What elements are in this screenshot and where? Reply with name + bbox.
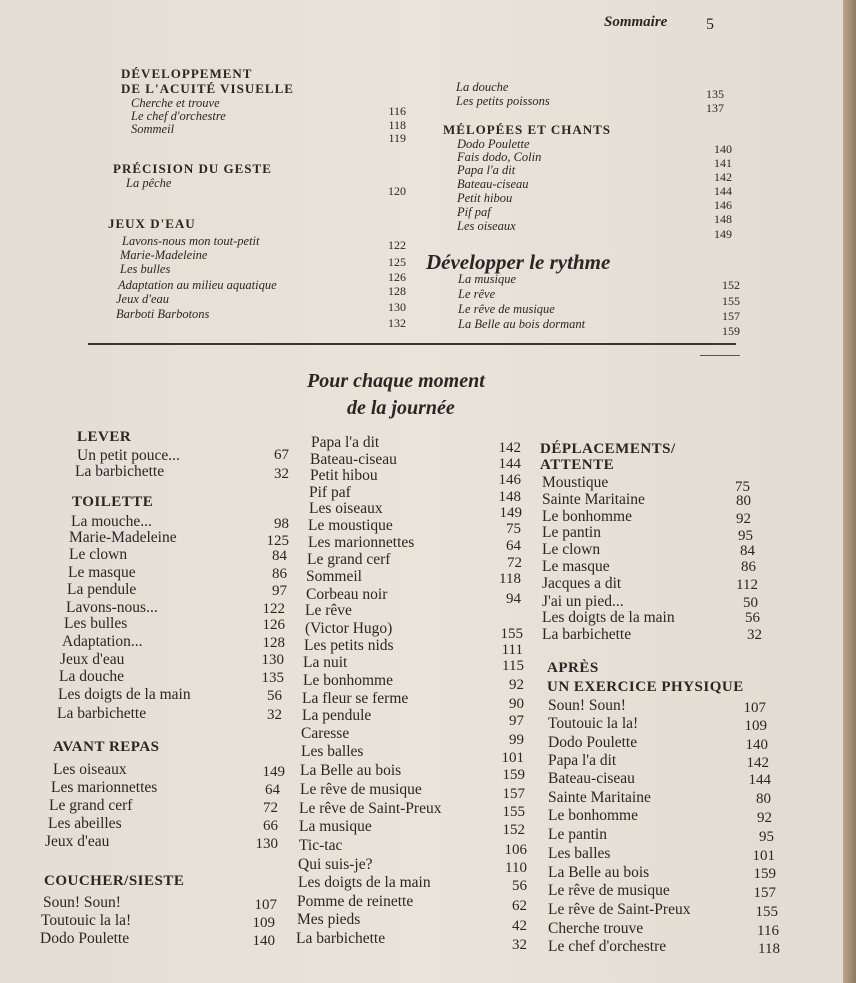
toc-entry-label: Le moustique (308, 517, 393, 534)
toc-entry-page: 32 (274, 466, 289, 482)
section-title: LEVER (77, 429, 132, 445)
toc-entry-page: 32 (267, 707, 282, 723)
toc-entry-page: 142 (746, 755, 769, 771)
toc-entry-page: 128 (262, 635, 285, 651)
toc-entry-page: 159 (502, 767, 525, 783)
section-title: DE L'ACUITÉ VISUELLE (121, 81, 294, 96)
toc-entry-label: La Belle au bois dormant (458, 317, 586, 331)
toc-entry-label: Marie-Madeleine (69, 529, 177, 546)
toc-entry-label: Les doigts de la main (298, 874, 431, 891)
toc-entry-page: 152 (722, 278, 740, 292)
toc-entry-page: 66 (263, 818, 278, 834)
toc-entry-page: 122 (262, 601, 285, 617)
toc-entry-page: 86 (741, 559, 756, 575)
toc-entry-page: 72 (263, 800, 278, 816)
toc-entry-label: Mes pieds (297, 911, 361, 928)
toc-entry-page: 157 (722, 309, 740, 323)
toc-entry-page: 84 (740, 543, 755, 559)
toc-entry-label: Les abeilles (48, 815, 122, 832)
toc-entry-label: Marie-Madeleine (120, 248, 208, 262)
toc-entry-label: Pif paf (457, 205, 491, 219)
section-title: DÉVELOPPEMENT (121, 66, 253, 81)
toc-entry-label: Le bonhomme (542, 508, 632, 525)
toc-entry-page: 155 (722, 294, 740, 308)
toc-entry-page: 116 (757, 923, 779, 939)
toc-entry-page: 97 (272, 583, 287, 599)
toc-entry-label: Pif paf (309, 484, 351, 501)
toc-entry-page: 106 (504, 842, 527, 858)
toc-entry-label: Dodo Poulette (40, 930, 130, 947)
toc-entry-page: 141 (714, 156, 732, 170)
toc-entry-page: 112 (736, 577, 758, 593)
toc-entry-page: 98 (274, 516, 289, 532)
toc-entry-label: La fleur se ferme (302, 690, 409, 707)
toc-entry-page: 144 (498, 456, 521, 472)
toc-entry-page: 149 (714, 227, 732, 241)
toc-entry-page: 148 (498, 489, 521, 505)
toc-entry-page: 101 (501, 750, 524, 766)
toc-entry-label: Les marionnettes (51, 779, 158, 796)
toc-entry-label: Le pantin (548, 826, 607, 843)
toc-entry-page: 95 (738, 528, 753, 544)
toc-entry-page: 140 (252, 933, 275, 949)
toc-entry-label: Les oiseaux (457, 219, 516, 233)
toc-entry-page: 109 (252, 915, 275, 931)
toc-entry-label: Bateau-ciseau (310, 451, 397, 468)
toc-entry-label: Cherche trouve (548, 920, 644, 937)
toc-entry-label: Sommeil (306, 568, 362, 585)
toc-entry-label: Les balles (548, 845, 611, 862)
toc-entry-page: 84 (272, 548, 287, 564)
toc-entry-label: Le pantin (542, 524, 601, 541)
toc-entry-label: Bateau-ciseau (457, 177, 529, 191)
toc-entry-page: 125 (388, 255, 406, 269)
toc-entry-label: Le bonhomme (303, 672, 393, 689)
page-number: 5 (706, 16, 714, 33)
toc-entry-page: 111 (501, 642, 523, 658)
section-title: APRÈS (547, 660, 599, 676)
toc-entry-page: 99 (509, 732, 524, 748)
section-title: AVANT REPAS (53, 739, 160, 755)
toc-entry-page: 142 (714, 170, 732, 184)
toc-entry-page: 56 (745, 610, 760, 626)
toc-entry-page: 125 (266, 533, 289, 549)
toc-entry-page: 107 (254, 897, 277, 913)
toc-entry-label: Le rêve de musique (548, 882, 670, 899)
toc-entry-label: La douche (59, 668, 124, 685)
toc-entry-label: Le grand cerf (307, 551, 391, 568)
toc-entry-label: La musique (299, 818, 372, 835)
toc-entry-page: 110 (505, 860, 527, 876)
toc-entry-page: 64 (506, 538, 521, 554)
toc-entry-page: 56 (267, 688, 282, 704)
toc-entry-label: Moustique (542, 474, 609, 491)
toc-entry-label: La pêche (126, 176, 172, 190)
toc-entry-label: La pendule (67, 581, 137, 598)
toc-entry-page: 120 (388, 184, 406, 198)
toc-entry-label: Le rêve (458, 287, 496, 301)
toc-entry-label: La pendule (302, 707, 372, 724)
toc-entry-label: La barbichette (296, 930, 386, 947)
toc-entry-page: 155 (755, 904, 778, 920)
toc-entry-label: J'ai un pied... (542, 593, 624, 610)
toc-entry-label: Le chef d'orchestre (131, 109, 226, 123)
toc-entry-page: 56 (512, 878, 527, 894)
toc-entry-page: 92 (509, 677, 524, 693)
section-title: PRÉCISION DU GESTE (113, 161, 272, 176)
section-title: DÉPLACEMENTS/ (540, 441, 676, 457)
toc-entry-page: 149 (499, 505, 522, 521)
toc-entry-page: 92 (736, 511, 751, 527)
toc-entry-page: 118 (758, 941, 780, 957)
toc-entry-page: 130 (388, 300, 406, 314)
toc-entry-page: 148 (714, 212, 732, 226)
toc-entry-label: Le masque (68, 564, 136, 581)
toc-entry-label: Dodo Poulette (548, 734, 638, 751)
toc-entry-label: Petit hibou (310, 467, 378, 484)
toc-entry-label: La barbichette (57, 705, 147, 722)
toc-entry-label: Jeux d'eau (60, 651, 125, 668)
page-edge (843, 0, 856, 983)
toc-entry-page: 86 (272, 566, 287, 582)
toc-entry-label: Soun! Soun! (548, 697, 626, 714)
toc-entry-label: Qui suis-je? (298, 856, 373, 873)
toc-entry-label: Papa l'a dit (457, 163, 516, 177)
toc-entry-label: Petit hibou (457, 191, 513, 205)
toc-entry-label: Bateau-ciseau (548, 770, 635, 787)
toc-entry-page: 140 (745, 737, 768, 753)
toc-entry-label: Dodo Poulette (457, 137, 530, 151)
toc-entry-page: 64 (265, 782, 280, 798)
toc-entry-page: 32 (512, 937, 527, 953)
toc-entry-page: 118 (388, 118, 406, 132)
toc-entry-label: Le rêve (305, 602, 352, 619)
section-divider-fragment (700, 355, 740, 356)
toc-entry-page: 97 (509, 713, 524, 729)
toc-entry-page: 116 (388, 104, 406, 118)
section-title: Développer le rythme (426, 250, 611, 274)
toc-entry-label: Les doigts de la main (542, 609, 675, 626)
toc-entry-label: Lavons-nous... (66, 599, 158, 616)
toc-entry-label: La nuit (303, 654, 348, 671)
toc-entry-page: 135 (706, 87, 724, 101)
toc-entry-label: Les oiseaux (309, 500, 383, 517)
toc-entry-label: Le bonhomme (548, 807, 638, 824)
toc-entry-label: (Victor Hugo) (305, 620, 393, 637)
toc-entry-page: 72 (507, 555, 522, 571)
toc-entry-label: Sainte Maritaine (542, 491, 645, 508)
toc-entry-label: Les petits nids (304, 637, 394, 654)
section-title: ATTENTE (540, 457, 615, 473)
toc-entry-page: 50 (743, 595, 758, 611)
toc-entry-page: 159 (753, 866, 776, 882)
toc-entry-page: 149 (262, 764, 285, 780)
toc-entry-page: 92 (757, 810, 772, 826)
toc-entry-page: 122 (388, 238, 406, 252)
toc-entry-page: 144 (714, 184, 732, 198)
toc-entry-page: 67 (274, 447, 289, 463)
toc-entry-page: 155 (502, 804, 525, 820)
toc-entry-label: Le clown (542, 541, 601, 558)
toc-entry-label: Caresse (301, 725, 350, 742)
toc-entry-page: 146 (498, 472, 521, 488)
toc-entry-page: 115 (502, 658, 524, 674)
toc-entry-page: 144 (748, 772, 771, 788)
toc-entry-label: Papa l'a dit (548, 752, 617, 769)
toc-entry-label: La musique (458, 272, 516, 286)
toc-entry-label: Cherche et trouve (131, 96, 220, 110)
section-title: MÉLOPÉES ET CHANTS (443, 122, 612, 137)
toc-entry-page: 140 (714, 142, 732, 156)
toc-entry-label: Adaptation... (62, 633, 143, 650)
toc-entry-label: Le grand cerf (49, 797, 133, 814)
toc-entry-label: Jeux d'eau (116, 292, 169, 306)
toc-entry-page: 132 (388, 316, 406, 330)
toc-entry-page: 94 (506, 591, 521, 607)
toc-entry-label: Le rêve de Saint-Preux (299, 800, 442, 817)
toc-entry-label: La Belle au bois (548, 864, 650, 881)
toc-entry-page: 135 (261, 670, 284, 686)
toc-entry-page: 95 (759, 829, 774, 845)
toc-entry-page: 42 (512, 918, 527, 934)
toc-entry-page: 130 (255, 836, 278, 852)
toc-entry-page: 80 (756, 791, 771, 807)
toc-entry-page: 126 (388, 270, 406, 284)
toc-entry-label: La Belle au bois (300, 762, 402, 779)
section-title: UN EXERCICE PHYSIQUE (547, 679, 744, 695)
toc-entry-page: 119 (388, 131, 406, 145)
toc-entry-page: 157 (502, 786, 525, 802)
toc-entry-page: 32 (747, 627, 762, 643)
toc-entry-label: La mouche... (71, 513, 152, 530)
section-divider (88, 343, 736, 345)
toc-entry-page: 130 (261, 652, 284, 668)
toc-entry-label: Sainte Maritaine (548, 789, 651, 806)
toc-entry-label: La barbichette (542, 626, 632, 643)
toc-entry-page: 128 (388, 284, 406, 298)
toc-entry-page: 152 (502, 822, 525, 838)
toc-entry-label: Le clown (69, 546, 128, 563)
toc-entry-label: Le rêve de Saint-Preux (548, 901, 691, 918)
toc-entry-page: 90 (509, 696, 524, 712)
toc-entry-label: Le rêve de musique (458, 302, 555, 316)
toc-entry-label: Les bulles (64, 615, 128, 632)
toc-entry-page: 118 (499, 571, 521, 587)
toc-entry-label: La douche (456, 80, 509, 94)
toc-entry-label: Les oiseaux (53, 761, 127, 778)
toc-entry-label: La barbichette (75, 463, 165, 480)
toc-entry-label: Fais dodo, Colin (457, 150, 542, 164)
toc-entry-label: Les petits poissons (456, 94, 550, 108)
section-title: JEUX D'EAU (108, 216, 196, 231)
toc-entry-label: Tic-tac (299, 837, 343, 854)
toc-entry-label: Pomme de reinette (297, 893, 414, 910)
toc-entry-label: Les balles (301, 743, 364, 760)
toc-entry-page: 107 (743, 700, 766, 716)
toc-entry-label: Sommeil (131, 122, 175, 136)
toc-entry-label: Jeux d'eau (45, 833, 110, 850)
toc-entry-page: 126 (262, 617, 285, 633)
toc-entry-label: Lavons-nous mon tout-petit (122, 234, 260, 248)
toc-entry-label: Papa l'a dit (311, 434, 380, 451)
middle-title-line-2: de la journée (347, 397, 455, 419)
middle-title-line-1: Pour chaque moment (307, 370, 485, 392)
toc-entry-page: 109 (744, 718, 767, 734)
toc-entry-label: Les doigts de la main (58, 686, 191, 703)
toc-entry-label: Les marionnettes (308, 534, 415, 551)
toc-entry-label: Adaptation au milieu aquatique (118, 278, 277, 292)
toc-entry-page: 142 (498, 440, 521, 456)
toc-entry-label: Le masque (542, 558, 610, 575)
toc-entry-label: Le chef d'orchestre (548, 938, 667, 955)
toc-entry-label: Jacques a dit (542, 575, 622, 592)
toc-entry-label: Corbeau noir (306, 586, 388, 603)
toc-entry-page: 80 (736, 493, 751, 509)
toc-entry-label: Toutouic la la! (41, 912, 132, 929)
section-title: COUCHER/SIESTE (44, 873, 185, 889)
toc-entry-label: Toutouic la la! (548, 715, 639, 732)
toc-entry-page: 146 (714, 198, 732, 212)
toc-entry-page: 62 (512, 898, 527, 914)
toc-entry-page: 101 (752, 848, 775, 864)
toc-entry-page: 75 (735, 479, 750, 495)
toc-entry-label: Soun! Soun! (43, 894, 121, 911)
toc-entry-page: 155 (500, 626, 523, 642)
toc-entry-label: Le rêve de musique (300, 781, 422, 798)
toc-entry-label: Un petit pouce... (77, 447, 180, 464)
toc-entry-label: Les bulles (120, 262, 171, 276)
toc-entry-label: Barboti Barbotons (116, 307, 210, 321)
toc-entry-page: 157 (753, 885, 776, 901)
running-header-title: Sommaire (604, 14, 668, 30)
toc-entry-page: 137 (706, 101, 724, 115)
toc-entry-page: 75 (506, 521, 521, 537)
toc-entry-page: 159 (722, 324, 740, 338)
section-title: TOILETTE (72, 494, 154, 510)
